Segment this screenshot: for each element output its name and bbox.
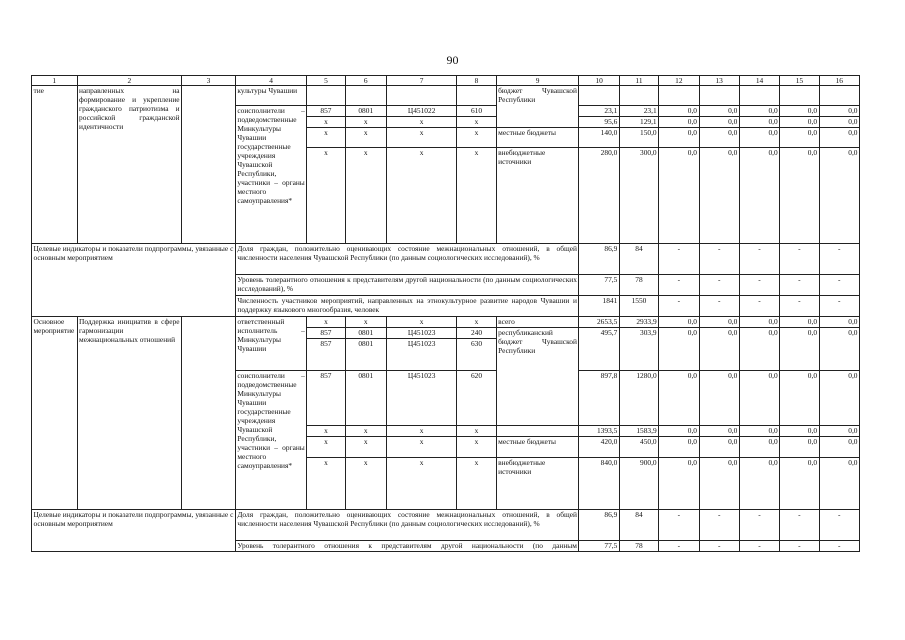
value-cell: 300,0 bbox=[619, 148, 658, 244]
value-cell: - bbox=[780, 275, 819, 296]
value-cell: 0,0 bbox=[780, 328, 819, 371]
value-cell: - bbox=[819, 541, 859, 552]
value-cell: - bbox=[780, 296, 819, 317]
value-cell: - bbox=[819, 275, 859, 296]
empty-cell bbox=[182, 86, 236, 244]
empty-cell bbox=[659, 86, 699, 106]
value-cell: - bbox=[699, 296, 739, 317]
csr-cell: Ц451023 bbox=[386, 328, 456, 339]
value-cell: 0,0 bbox=[780, 437, 819, 458]
value-cell: 86,9 bbox=[579, 510, 619, 541]
value-cell: 0,0 bbox=[819, 328, 859, 371]
funding-source: местные бюджеты bbox=[496, 128, 579, 148]
value-cell: 2933,9 bbox=[619, 317, 658, 328]
value-cell: 77,5 bbox=[579, 275, 619, 296]
value-cell: 0,0 bbox=[699, 106, 739, 117]
value-cell: 0,0 bbox=[739, 117, 779, 128]
rz-cell: x bbox=[345, 426, 386, 437]
empty-cell bbox=[386, 86, 456, 106]
rz-cell: x bbox=[345, 148, 386, 244]
col-num: 9 bbox=[496, 76, 579, 86]
table-row bbox=[32, 86, 860, 106]
empty-cell bbox=[579, 86, 619, 106]
rz-cell: x bbox=[345, 117, 386, 128]
value-cell: - bbox=[699, 275, 739, 296]
value-cell: - bbox=[699, 541, 739, 552]
grbs-cell: x bbox=[307, 426, 345, 437]
value-cell: 0,0 bbox=[739, 328, 779, 371]
csr-cell: x bbox=[386, 426, 456, 437]
vr-cell: x bbox=[457, 148, 496, 244]
col-num: 8 bbox=[457, 76, 496, 86]
value-cell: 1550 bbox=[619, 296, 658, 317]
value-cell: 0,0 bbox=[659, 458, 699, 510]
empty-cell bbox=[619, 86, 658, 106]
value-cell: 150,0 bbox=[619, 128, 658, 148]
value-cell: 78 bbox=[619, 541, 658, 552]
funding-source: местные бюджеты bbox=[496, 437, 579, 458]
value-cell: 420,0 bbox=[579, 437, 619, 458]
col-num: 1 bbox=[32, 76, 78, 86]
csr-cell: Ц451022 bbox=[386, 106, 456, 117]
vr-cell: x bbox=[457, 437, 496, 458]
value-cell: 1583,9 bbox=[619, 426, 658, 437]
value-cell: 450,0 bbox=[619, 437, 658, 458]
vr-cell: 610 bbox=[457, 106, 496, 117]
activity-number: Основное мероприятие bbox=[32, 317, 78, 510]
csr-cell: x bbox=[386, 148, 456, 244]
value-cell: 0,0 bbox=[739, 148, 779, 244]
value-cell: 0,0 bbox=[819, 426, 859, 437]
csr-cell: x bbox=[386, 128, 456, 148]
grbs-cell: x bbox=[307, 437, 345, 458]
vr-cell: 240 bbox=[457, 328, 496, 339]
col-num: 11 bbox=[619, 76, 658, 86]
value-cell: 0,0 bbox=[819, 437, 859, 458]
value-cell: 95,6 bbox=[579, 117, 619, 128]
value-cell: - bbox=[659, 296, 699, 317]
value-cell: 0,0 bbox=[659, 317, 699, 328]
value-cell: 1280,0 bbox=[619, 371, 658, 426]
rz-cell: 0801 bbox=[345, 328, 386, 339]
col-num: 13 bbox=[699, 76, 739, 86]
value-cell: 0,0 bbox=[699, 317, 739, 328]
col-num: 5 bbox=[307, 76, 345, 86]
grbs-cell: x bbox=[307, 128, 345, 148]
grbs-cell: x bbox=[307, 317, 345, 328]
value-cell: 0,0 bbox=[659, 106, 699, 117]
grbs-cell: x bbox=[307, 148, 345, 244]
value-cell: 0,0 bbox=[819, 458, 859, 510]
csr-cell: Ц451023 bbox=[386, 339, 456, 371]
value-cell: 0,0 bbox=[819, 371, 859, 426]
value-cell: - bbox=[739, 510, 779, 541]
col-num: 15 bbox=[780, 76, 819, 86]
value-cell: 0,0 bbox=[659, 148, 699, 244]
value-cell: - bbox=[659, 244, 699, 275]
col-num: 4 bbox=[235, 76, 306, 86]
value-cell: 0,0 bbox=[699, 426, 739, 437]
table-row bbox=[32, 317, 860, 328]
value-cell: 0,0 bbox=[780, 426, 819, 437]
csr-cell: Ц451023 bbox=[386, 371, 456, 426]
value-cell: 0,0 bbox=[699, 458, 739, 510]
value-cell: 0,0 bbox=[780, 317, 819, 328]
csr-cell: x bbox=[386, 317, 456, 328]
value-cell: 0,0 bbox=[699, 117, 739, 128]
funding-source: всего bbox=[496, 317, 579, 328]
value-cell: 0,0 bbox=[659, 371, 699, 426]
value-cell: 77,5 bbox=[579, 541, 619, 552]
funding-source: бюджет Чувашской Республики bbox=[496, 86, 579, 128]
value-cell: 0,0 bbox=[780, 117, 819, 128]
csr-cell: x bbox=[386, 117, 456, 128]
value-cell: - bbox=[659, 541, 699, 552]
activity-name: Поддержка инициатив в сфере гармонизации межнациональных отношений bbox=[77, 317, 182, 510]
value-cell: - bbox=[739, 275, 779, 296]
indicator-text: Численность участников мероприятий, направленных на этнокультурное развитие народов Чувашии и поддержку языкового многообразия, человек bbox=[235, 296, 579, 317]
vr-cell: 630 bbox=[457, 339, 496, 371]
empty-cell bbox=[182, 317, 236, 510]
executor-cell: соисполнители – подведомственные Минкультуры Чувашии государственные учреждения Чувашской Республики, участники – органы местного самоуправления* bbox=[235, 371, 306, 510]
value-cell: 280,0 bbox=[579, 148, 619, 244]
budget-table bbox=[31, 75, 860, 552]
activity-number: тие bbox=[32, 86, 78, 244]
value-cell: 23,1 bbox=[579, 106, 619, 117]
empty-cell bbox=[739, 86, 779, 106]
value-cell: 0,0 bbox=[739, 458, 779, 510]
value-cell: 0,0 bbox=[659, 128, 699, 148]
value-cell: 0,0 bbox=[739, 106, 779, 117]
indicator-text: Уровень толерантного отношения к представителям другой национальности (по данным социологических исследований), % bbox=[235, 275, 579, 296]
rz-cell: x bbox=[345, 128, 386, 148]
value-cell: - bbox=[699, 244, 739, 275]
value-cell: 0,0 bbox=[659, 328, 699, 371]
csr-cell: x bbox=[386, 458, 456, 510]
col-num: 7 bbox=[386, 76, 456, 86]
value-cell: - bbox=[739, 244, 779, 275]
funding-source-line: республиканский bbox=[498, 328, 553, 337]
value-cell: 0,0 bbox=[739, 426, 779, 437]
vr-cell: 620 bbox=[457, 371, 496, 426]
vr-cell: x bbox=[457, 128, 496, 148]
value-cell: - bbox=[780, 244, 819, 275]
value-cell: 897,8 bbox=[579, 371, 619, 426]
value-cell: - bbox=[780, 541, 819, 552]
indicator-text: Уровень толерантного отношения к представителям другой национальности (по данным bbox=[237, 541, 577, 550]
empty-cell bbox=[457, 86, 496, 106]
indicator-text: Доля граждан, положительно оценивающих состояние межнациональных отношений, в общей численности населения Чувашской Республики (по данным социологических исследований), % bbox=[235, 244, 579, 275]
value-cell: 0,0 bbox=[739, 317, 779, 328]
value-cell: 0,0 bbox=[739, 371, 779, 426]
value-cell: 0,0 bbox=[739, 128, 779, 148]
value-cell: 129,1 bbox=[619, 117, 658, 128]
value-cell: - bbox=[739, 296, 779, 317]
grbs-cell: 857 bbox=[307, 339, 345, 371]
indicators-label: Целевые индикаторы и показатели подпрограммы, увязанные с основным мероприятием bbox=[32, 510, 236, 552]
indicator-row bbox=[32, 510, 860, 541]
activity-name: направленных на формирование и укрепление гражданского патриотизма и российской гражданской идентичности bbox=[77, 86, 182, 244]
vr-cell: x bbox=[457, 426, 496, 437]
value-cell: 86,9 bbox=[579, 244, 619, 275]
value-cell: 900,0 bbox=[619, 458, 658, 510]
indicator-text: Доля граждан, положительно оценивающих состояние межнациональных отношений, в общей численности населения Чувашской Республики (по данным социологических исследований), % bbox=[235, 510, 579, 541]
value-cell: 840,0 bbox=[579, 458, 619, 510]
rz-cell: 0801 bbox=[345, 106, 386, 117]
value-cell: 0,0 bbox=[699, 371, 739, 426]
grbs-cell: x bbox=[307, 458, 345, 510]
value-cell: 2653,5 bbox=[579, 317, 619, 328]
value-cell: 495,7 bbox=[579, 328, 619, 371]
rz-cell: 0801 bbox=[345, 371, 386, 426]
value-cell: 0,0 bbox=[659, 437, 699, 458]
value-cell: 0,0 bbox=[819, 117, 859, 128]
column-number-row bbox=[32, 76, 860, 86]
vr-cell: x bbox=[457, 458, 496, 510]
value-cell: - bbox=[780, 510, 819, 541]
empty-cell bbox=[819, 86, 859, 106]
value-cell: 0,0 bbox=[659, 426, 699, 437]
value-cell: 84 bbox=[619, 510, 658, 541]
grbs-cell: 857 bbox=[307, 106, 345, 117]
empty-cell bbox=[307, 86, 345, 106]
value-cell: - bbox=[819, 296, 859, 317]
rz-cell: x bbox=[345, 458, 386, 510]
value-cell: 303,9 bbox=[619, 328, 658, 371]
col-num: 2 bbox=[77, 76, 182, 86]
funding-source bbox=[496, 328, 579, 426]
value-cell: - bbox=[659, 275, 699, 296]
value-cell: 0,0 bbox=[699, 148, 739, 244]
col-num: 10 bbox=[579, 76, 619, 86]
rz-cell: 0801 bbox=[345, 339, 386, 371]
funding-source-line: бюджет Чувашской Республики bbox=[498, 337, 577, 356]
value-cell: 0,0 bbox=[819, 106, 859, 117]
value-cell: 0,0 bbox=[699, 328, 739, 371]
value-cell: - bbox=[819, 510, 859, 541]
page-number: 90 bbox=[446, 53, 459, 67]
grbs-cell: x bbox=[307, 117, 345, 128]
funding-source: внебюджетные источники bbox=[496, 458, 579, 510]
col-num: 14 bbox=[739, 76, 779, 86]
value-cell: 78 bbox=[619, 275, 658, 296]
vr-cell: x bbox=[457, 117, 496, 128]
value-cell: 0,0 bbox=[780, 148, 819, 244]
value-cell: - bbox=[659, 510, 699, 541]
value-cell: 0,0 bbox=[699, 128, 739, 148]
executor-cell: культуры Чувашии bbox=[235, 86, 306, 106]
csr-cell: x bbox=[386, 437, 456, 458]
empty-cell bbox=[345, 86, 386, 106]
grbs-cell: 857 bbox=[307, 328, 345, 339]
empty-cell bbox=[699, 86, 739, 106]
funding-source: внебюджетные источники bbox=[496, 148, 579, 244]
col-num: 3 bbox=[182, 76, 236, 86]
value-cell: 0,0 bbox=[699, 437, 739, 458]
empty-cell bbox=[780, 86, 819, 106]
value-cell: 0,0 bbox=[780, 128, 819, 148]
col-num: 12 bbox=[659, 76, 699, 86]
value-cell: 0,0 bbox=[819, 317, 859, 328]
executor-cell: соисполнители – подведомственные Минкультуры Чувашии государственные учреждения Чувашской Республики, участники – органы местного самоуправления* bbox=[235, 106, 306, 244]
rz-cell: x bbox=[345, 317, 386, 328]
value-cell: 0,0 bbox=[780, 371, 819, 426]
funding-source bbox=[496, 426, 579, 437]
col-num: 6 bbox=[345, 76, 386, 86]
rz-cell: x bbox=[345, 437, 386, 458]
value-cell: 0,0 bbox=[739, 437, 779, 458]
value-cell: - bbox=[699, 510, 739, 541]
executor-cell: ответственный исполнитель – Минкультуры Чувашии bbox=[235, 317, 306, 371]
col-num: 16 bbox=[819, 76, 859, 86]
value-cell: 1841 bbox=[579, 296, 619, 317]
value-cell: 0,0 bbox=[780, 106, 819, 117]
value-cell: 0,0 bbox=[659, 117, 699, 128]
value-cell: 0,0 bbox=[819, 128, 859, 148]
grbs-cell: 857 bbox=[307, 371, 345, 426]
vr-cell: x bbox=[457, 317, 496, 328]
value-cell: 0,0 bbox=[780, 458, 819, 510]
value-cell: 0,0 bbox=[819, 148, 859, 244]
indicators-label: Целевые индикаторы и показатели подпрограммы, увязанные с основным мероприятием bbox=[32, 244, 236, 317]
value-cell: - bbox=[739, 541, 779, 552]
value-cell: 84 bbox=[619, 244, 658, 275]
value-cell: 140,0 bbox=[579, 128, 619, 148]
indicator-row bbox=[32, 244, 860, 275]
value-cell: 23,1 bbox=[619, 106, 658, 117]
value-cell: - bbox=[819, 244, 859, 275]
value-cell: 1393,5 bbox=[579, 426, 619, 437]
